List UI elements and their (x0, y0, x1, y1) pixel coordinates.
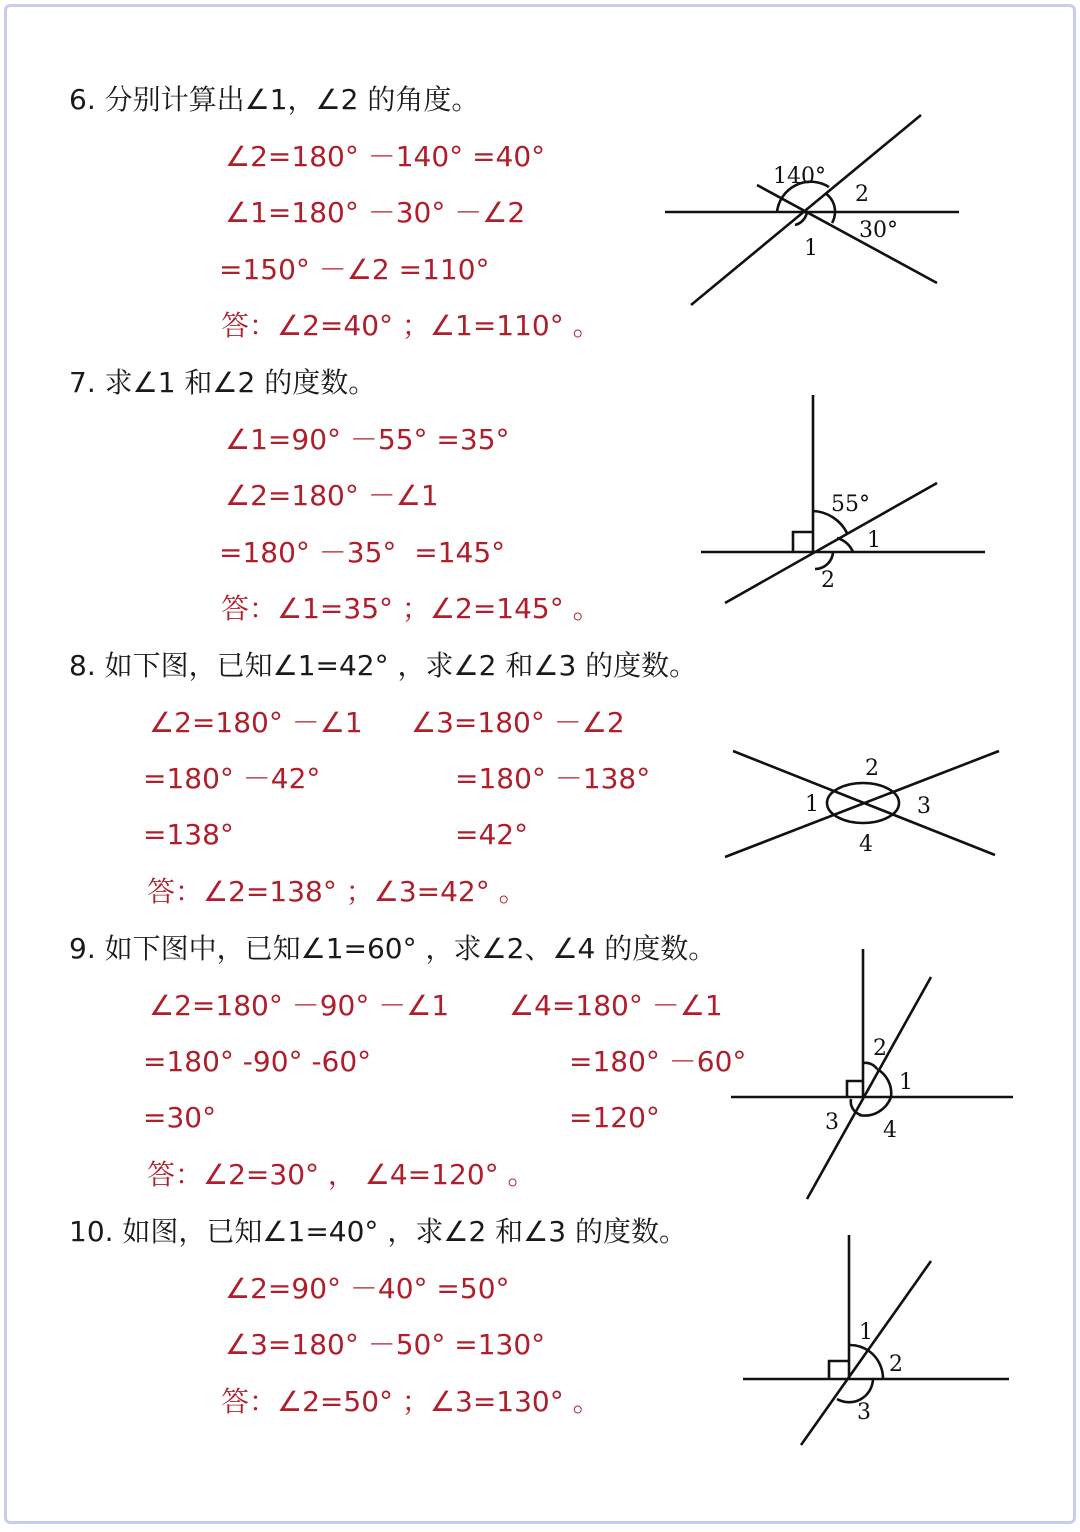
problem-10-step-1: ∠2=90° －40° =50° (225, 1272, 510, 1305)
label-angle-3: 3 (857, 1400, 871, 1425)
problem-6-answer: 答：∠2=40° ；∠1=110° 。 (221, 309, 601, 342)
problem-9-left-step-2: =180° -90° -60° (143, 1045, 372, 1078)
problem-9-answer: 答：∠2=30° ， ∠4=120° 。 (147, 1158, 536, 1191)
problem-8-left-step-2: =180° －42° (143, 762, 321, 795)
angle-arc-1 (837, 538, 853, 552)
problem-10-figure (739, 1231, 1019, 1453)
problem-7-figure (697, 391, 997, 611)
label-angle-2: 2 (865, 756, 879, 781)
label-angle-4: 4 (883, 1118, 897, 1143)
problem-10-question: 10. 如图，已知∠1=40° ，求∠2 和∠3 的度数。 (69, 1215, 687, 1248)
angle-arc-2-30 (825, 193, 835, 223)
problem-8-figure (719, 737, 1019, 877)
label-angle-2: 2 (821, 568, 835, 593)
diagonal-line-a (691, 115, 921, 305)
problem-10-answer: 答：∠2=50° ；∠3=130° 。 (221, 1385, 601, 1418)
right-angle-mark (793, 532, 813, 552)
problem-9-left-step-1: ∠2=180° －90° －∠1 (149, 989, 450, 1022)
label-55-degrees: 55° (831, 492, 870, 517)
problem-9-right-step-1: ∠4=180° －∠1 (509, 989, 723, 1022)
problem-9-right-step-3: =120° (569, 1101, 660, 1134)
label-angle-1: 1 (805, 792, 819, 817)
label-angle-3: 3 (825, 1110, 839, 1135)
label-140-degrees: 140° (773, 164, 826, 189)
problem-6-step-1: ∠2=180° －140° =40° (225, 140, 546, 173)
diagonal-line-b (757, 185, 937, 283)
problem-6-question: 6. 分别计算出∠1，∠2 的角度。 (69, 83, 480, 116)
angle-arc-2 (863, 1063, 877, 1069)
problem-6-step-3: =150° －∠2 =110° (219, 253, 490, 286)
label-angle-1: 1 (859, 1320, 873, 1345)
angle-arc-2 (869, 1351, 883, 1379)
label-angle-3: 3 (917, 794, 931, 819)
problem-7-step-1: ∠1=90° －55° =35° (225, 423, 510, 456)
problem-7-step-3: =180° －35° =145° (219, 536, 506, 569)
problem-6-step-2: ∠1=180° －30° －∠2 (225, 196, 526, 229)
problem-8-left-step-3: =138° (143, 818, 234, 851)
problem-7-step-2: ∠2=180° －∠1 (225, 479, 439, 512)
problem-9-figure (727, 943, 1017, 1205)
problem-8-question: 8. 如下图，已知∠1=42° ，求∠2 和∠3 的度数。 (69, 649, 698, 682)
problem-9-left-step-3: =30° (143, 1101, 217, 1134)
worksheet-page (4, 4, 1076, 1524)
angle-arc-2 (815, 552, 833, 569)
angle-arc-3 (837, 1379, 873, 1402)
problem-7-question: 7. 求∠1 和∠2 的度数。 (69, 366, 377, 399)
label-angle-2: 2 (873, 1036, 887, 1061)
problem-8-right-step-3: =42° (455, 818, 529, 851)
problem-6-figure (657, 107, 977, 317)
right-angle-mark (847, 1081, 863, 1097)
problem-7-answer: 答：∠1=35° ；∠2=145° 。 (221, 592, 601, 625)
problem-8-answer: 答：∠2=138° ；∠3=42° 。 (147, 875, 527, 908)
problem-9-right-step-2: =180° －60° (569, 1045, 747, 1078)
problem-9-question: 9. 如下图中，已知∠1=60° ，求∠2、∠4 的度数。 (69, 932, 717, 965)
problem-8-left-step-1: ∠2=180° －∠1 (149, 706, 363, 739)
problem-8-right-step-1: ∠3=180° －∠2 (411, 706, 625, 739)
right-angle-mark (829, 1361, 849, 1379)
problem-8-right-step-2: =180° －138° (455, 762, 651, 795)
label-angle-1: 1 (867, 528, 881, 553)
label-30-degrees: 30° (859, 218, 898, 243)
angle-arc-1 (877, 1069, 891, 1097)
label-angle-1: 1 (804, 236, 818, 261)
problem-10-step-2: ∠3=180° －50° =130° (225, 1328, 546, 1361)
label-angle-2: 2 (889, 1352, 903, 1377)
label-angle-4: 4 (859, 832, 873, 857)
label-angle-2: 2 (855, 182, 869, 207)
label-angle-1: 1 (899, 1070, 913, 1095)
angle-arc-1 (849, 1345, 869, 1351)
